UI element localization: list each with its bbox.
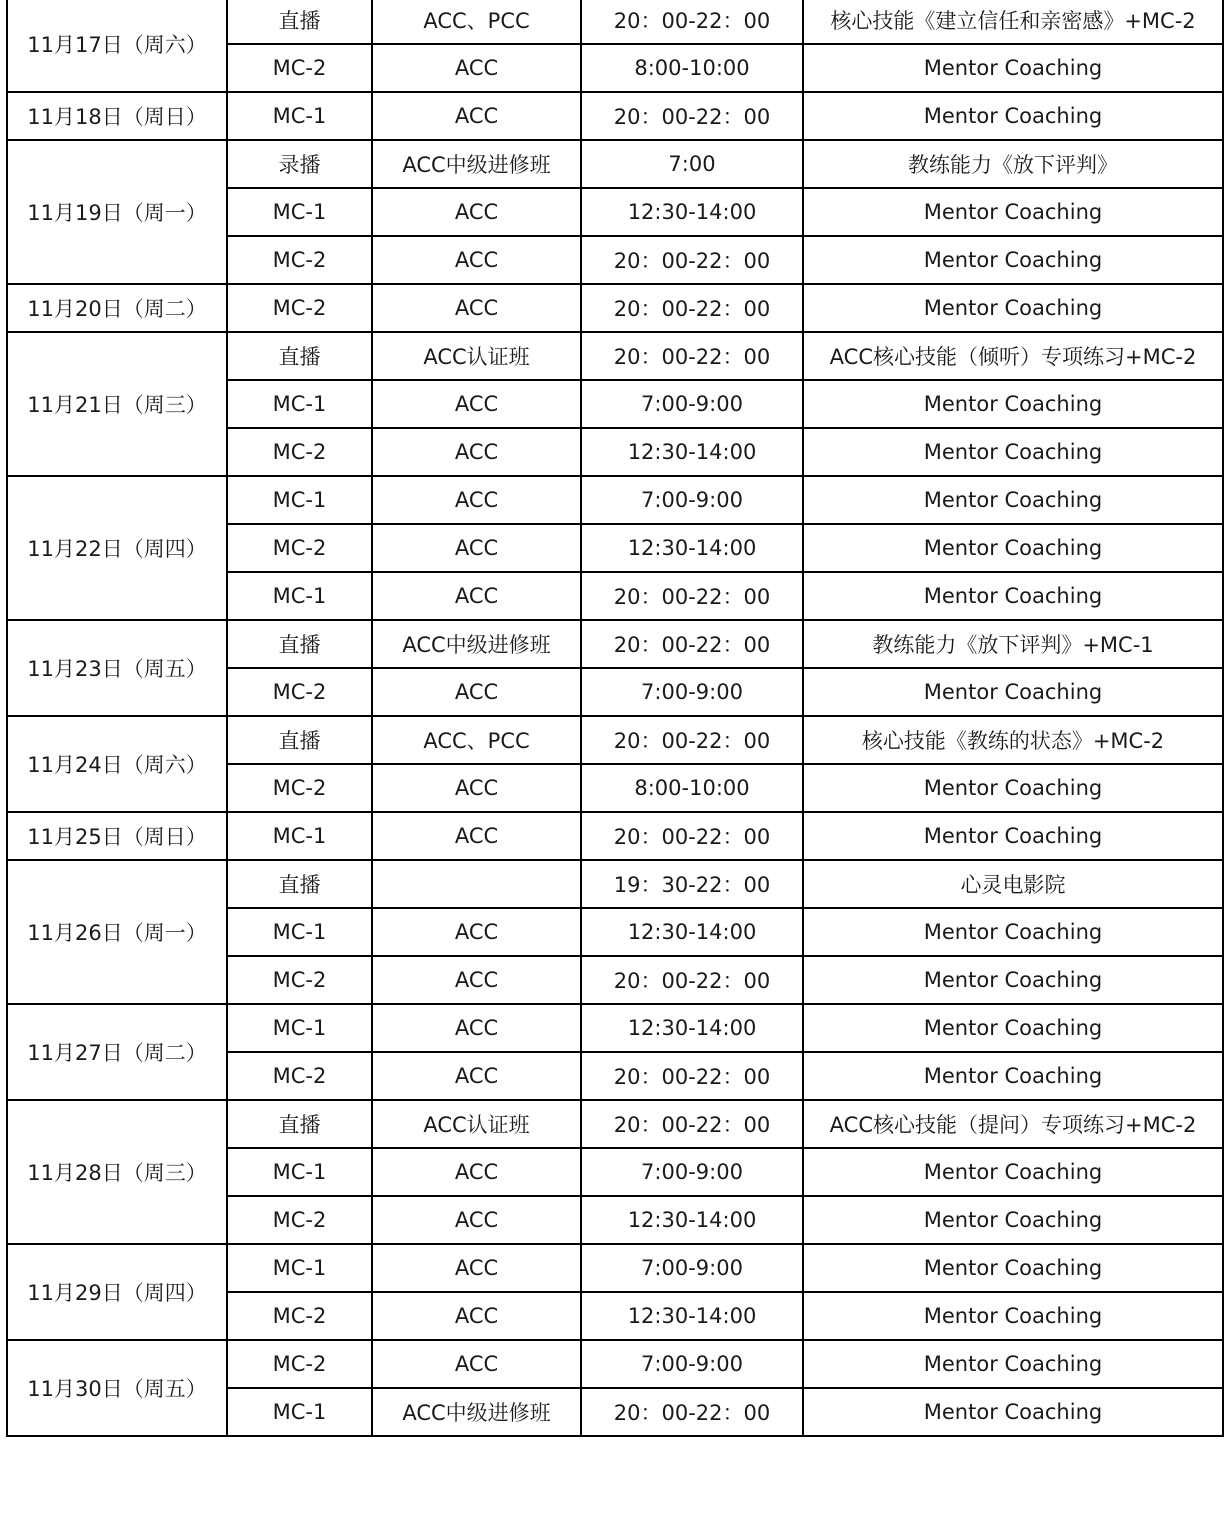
class-cell: ACC <box>372 524 581 572</box>
class-cell: ACC认证班 <box>372 1100 581 1148</box>
session-type-cell: MC-2 <box>227 428 372 476</box>
topic-cell: Mentor Coaching <box>803 1196 1223 1244</box>
topic-cell: Mentor Coaching <box>803 1052 1223 1100</box>
date-cell: 11月30日（周五） <box>7 1340 227 1436</box>
session-type-cell: MC-2 <box>227 668 372 716</box>
time-cell: 20：00-22：00 <box>581 620 803 668</box>
topic-cell: Mentor Coaching <box>803 1340 1223 1388</box>
time-cell: 20：00-22：00 <box>581 0 803 44</box>
class-cell: ACC中级进修班 <box>372 140 581 188</box>
class-cell: ACC <box>372 812 581 860</box>
table-row <box>7 0 1223 44</box>
class-cell: ACC <box>372 428 581 476</box>
topic-cell: ACC核心技能（提问）专项练习+MC-2 <box>803 1100 1223 1148</box>
table-row <box>7 476 1223 524</box>
session-type-cell: 录播 <box>227 140 372 188</box>
topic-cell: 核心技能《建立信任和亲密感》+MC-2 <box>803 0 1223 44</box>
time-cell: 20：00-22：00 <box>581 812 803 860</box>
class-cell: ACC <box>372 284 581 332</box>
date-cell: 11月20日（周二） <box>7 284 227 332</box>
topic-cell: Mentor Coaching <box>803 236 1223 284</box>
session-type-cell: MC-1 <box>227 908 372 956</box>
date-cell: 11月27日（周二） <box>7 1004 227 1100</box>
class-cell: ACC <box>372 1148 581 1196</box>
date-cell: 11月23日（周五） <box>7 620 227 716</box>
class-cell: ACC <box>372 764 581 812</box>
topic-cell: 核心技能《教练的状态》+MC-2 <box>803 716 1223 764</box>
class-cell: ACC <box>372 908 581 956</box>
time-cell: 20：00-22：00 <box>581 716 803 764</box>
date-cell: 11月26日（周一） <box>7 860 227 1004</box>
time-cell: 7:00-9:00 <box>581 1244 803 1292</box>
class-cell: ACC <box>372 380 581 428</box>
date-cell: 11月25日（周日） <box>7 812 227 860</box>
topic-cell: Mentor Coaching <box>803 476 1223 524</box>
time-cell: 12:30-14:00 <box>581 1004 803 1052</box>
session-type-cell: MC-1 <box>227 188 372 236</box>
topic-cell: 教练能力《放下评判》 <box>803 140 1223 188</box>
time-cell: 20：00-22：00 <box>581 1100 803 1148</box>
class-cell: ACC、PCC <box>372 716 581 764</box>
table-row <box>7 1340 1223 1388</box>
topic-cell: Mentor Coaching <box>803 812 1223 860</box>
session-type-cell: MC-1 <box>227 476 372 524</box>
schedule-body <box>7 0 1223 1436</box>
time-cell: 20：00-22：00 <box>581 1052 803 1100</box>
session-type-cell: MC-2 <box>227 764 372 812</box>
topic-cell: Mentor Coaching <box>803 428 1223 476</box>
class-cell: ACC <box>372 1196 581 1244</box>
session-type-cell: 直播 <box>227 0 372 44</box>
class-cell: ACC <box>372 476 581 524</box>
session-type-cell: MC-1 <box>227 92 372 140</box>
time-cell: 8:00-10:00 <box>581 44 803 92</box>
time-cell: 7:00-9:00 <box>581 1340 803 1388</box>
table-row <box>7 140 1223 188</box>
session-type-cell: MC-2 <box>227 44 372 92</box>
topic-cell: Mentor Coaching <box>803 1148 1223 1196</box>
topic-cell: Mentor Coaching <box>803 380 1223 428</box>
session-type-cell: MC-1 <box>227 812 372 860</box>
time-cell: 12:30-14:00 <box>581 188 803 236</box>
time-cell: 12:30-14:00 <box>581 1292 803 1340</box>
class-cell: ACC <box>372 1292 581 1340</box>
session-type-cell: 直播 <box>227 332 372 380</box>
session-type-cell: MC-1 <box>227 572 372 620</box>
table-row <box>7 332 1223 380</box>
time-cell: 12:30-14:00 <box>581 1196 803 1244</box>
time-cell: 20：00-22：00 <box>581 956 803 1004</box>
topic-cell: 心灵电影院 <box>803 860 1223 908</box>
table-row <box>7 716 1223 764</box>
topic-cell: Mentor Coaching <box>803 572 1223 620</box>
topic-cell: Mentor Coaching <box>803 188 1223 236</box>
date-cell: 11月24日（周六） <box>7 716 227 812</box>
topic-cell: Mentor Coaching <box>803 284 1223 332</box>
topic-cell: Mentor Coaching <box>803 1244 1223 1292</box>
session-type-cell: MC-1 <box>227 380 372 428</box>
session-type-cell: MC-2 <box>227 1292 372 1340</box>
session-type-cell: MC-2 <box>227 524 372 572</box>
class-cell <box>372 860 581 908</box>
session-type-cell: MC-1 <box>227 1244 372 1292</box>
table-row <box>7 620 1223 668</box>
time-cell: 12:30-14:00 <box>581 428 803 476</box>
class-cell: ACC <box>372 1052 581 1100</box>
date-cell: 11月19日（周一） <box>7 140 227 284</box>
topic-cell: Mentor Coaching <box>803 1004 1223 1052</box>
table-row <box>7 1100 1223 1148</box>
table-row <box>7 812 1223 860</box>
class-cell: ACC <box>372 188 581 236</box>
time-cell: 20：00-22：00 <box>581 92 803 140</box>
class-cell: ACC认证班 <box>372 332 581 380</box>
topic-cell: Mentor Coaching <box>803 44 1223 92</box>
schedule-table <box>6 0 1224 1437</box>
session-type-cell: 直播 <box>227 1100 372 1148</box>
time-cell: 20：00-22：00 <box>581 284 803 332</box>
topic-cell: ACC核心技能（倾听）专项练习+MC-2 <box>803 332 1223 380</box>
class-cell: ACC <box>372 236 581 284</box>
class-cell: ACC <box>372 44 581 92</box>
table-row <box>7 1244 1223 1292</box>
class-cell: ACC中级进修班 <box>372 1388 581 1436</box>
session-type-cell: MC-1 <box>227 1388 372 1436</box>
session-type-cell: MC-2 <box>227 284 372 332</box>
class-cell: ACC <box>372 1004 581 1052</box>
date-cell: 11月18日（周日） <box>7 92 227 140</box>
time-cell: 12:30-14:00 <box>581 524 803 572</box>
session-type-cell: MC-2 <box>227 1196 372 1244</box>
table-row <box>7 1004 1223 1052</box>
time-cell: 7:00-9:00 <box>581 380 803 428</box>
session-type-cell: MC-1 <box>227 1148 372 1196</box>
class-cell: ACC、PCC <box>372 0 581 44</box>
time-cell: 7:00-9:00 <box>581 668 803 716</box>
topic-cell: Mentor Coaching <box>803 1388 1223 1436</box>
time-cell: 12:30-14:00 <box>581 908 803 956</box>
topic-cell: Mentor Coaching <box>803 524 1223 572</box>
table-row <box>7 284 1223 332</box>
time-cell: 20：00-22：00 <box>581 572 803 620</box>
topic-cell: 教练能力《放下评判》+MC-1 <box>803 620 1223 668</box>
session-type-cell: 直播 <box>227 860 372 908</box>
topic-cell: Mentor Coaching <box>803 668 1223 716</box>
session-type-cell: MC-2 <box>227 1052 372 1100</box>
session-type-cell: MC-2 <box>227 956 372 1004</box>
class-cell: ACC <box>372 92 581 140</box>
topic-cell: Mentor Coaching <box>803 956 1223 1004</box>
session-type-cell: 直播 <box>227 620 372 668</box>
class-cell: ACC <box>372 956 581 1004</box>
time-cell: 7:00-9:00 <box>581 1148 803 1196</box>
class-cell: ACC中级进修班 <box>372 620 581 668</box>
time-cell: 19：30-22：00 <box>581 860 803 908</box>
topic-cell: Mentor Coaching <box>803 764 1223 812</box>
date-cell: 11月28日（周三） <box>7 1100 227 1244</box>
time-cell: 20：00-22：00 <box>581 332 803 380</box>
time-cell: 7:00-9:00 <box>581 476 803 524</box>
class-cell: ACC <box>372 668 581 716</box>
date-cell: 11月22日（周四） <box>7 476 227 620</box>
date-cell: 11月29日（周四） <box>7 1244 227 1340</box>
class-cell: ACC <box>372 1244 581 1292</box>
topic-cell: Mentor Coaching <box>803 92 1223 140</box>
time-cell: 20：00-22：00 <box>581 1388 803 1436</box>
date-cell: 11月21日（周三） <box>7 332 227 476</box>
time-cell: 7:00 <box>581 140 803 188</box>
time-cell: 8:00-10:00 <box>581 764 803 812</box>
topic-cell: Mentor Coaching <box>803 908 1223 956</box>
topic-cell: Mentor Coaching <box>803 1292 1223 1340</box>
table-row <box>7 92 1223 140</box>
session-type-cell: MC-1 <box>227 1004 372 1052</box>
time-cell: 20：00-22：00 <box>581 236 803 284</box>
class-cell: ACC <box>372 1340 581 1388</box>
session-type-cell: 直播 <box>227 716 372 764</box>
class-cell: ACC <box>372 572 581 620</box>
date-cell: 11月17日（周六） <box>7 0 227 92</box>
table-row <box>7 860 1223 908</box>
session-type-cell: MC-2 <box>227 236 372 284</box>
session-type-cell: MC-2 <box>227 1340 372 1388</box>
